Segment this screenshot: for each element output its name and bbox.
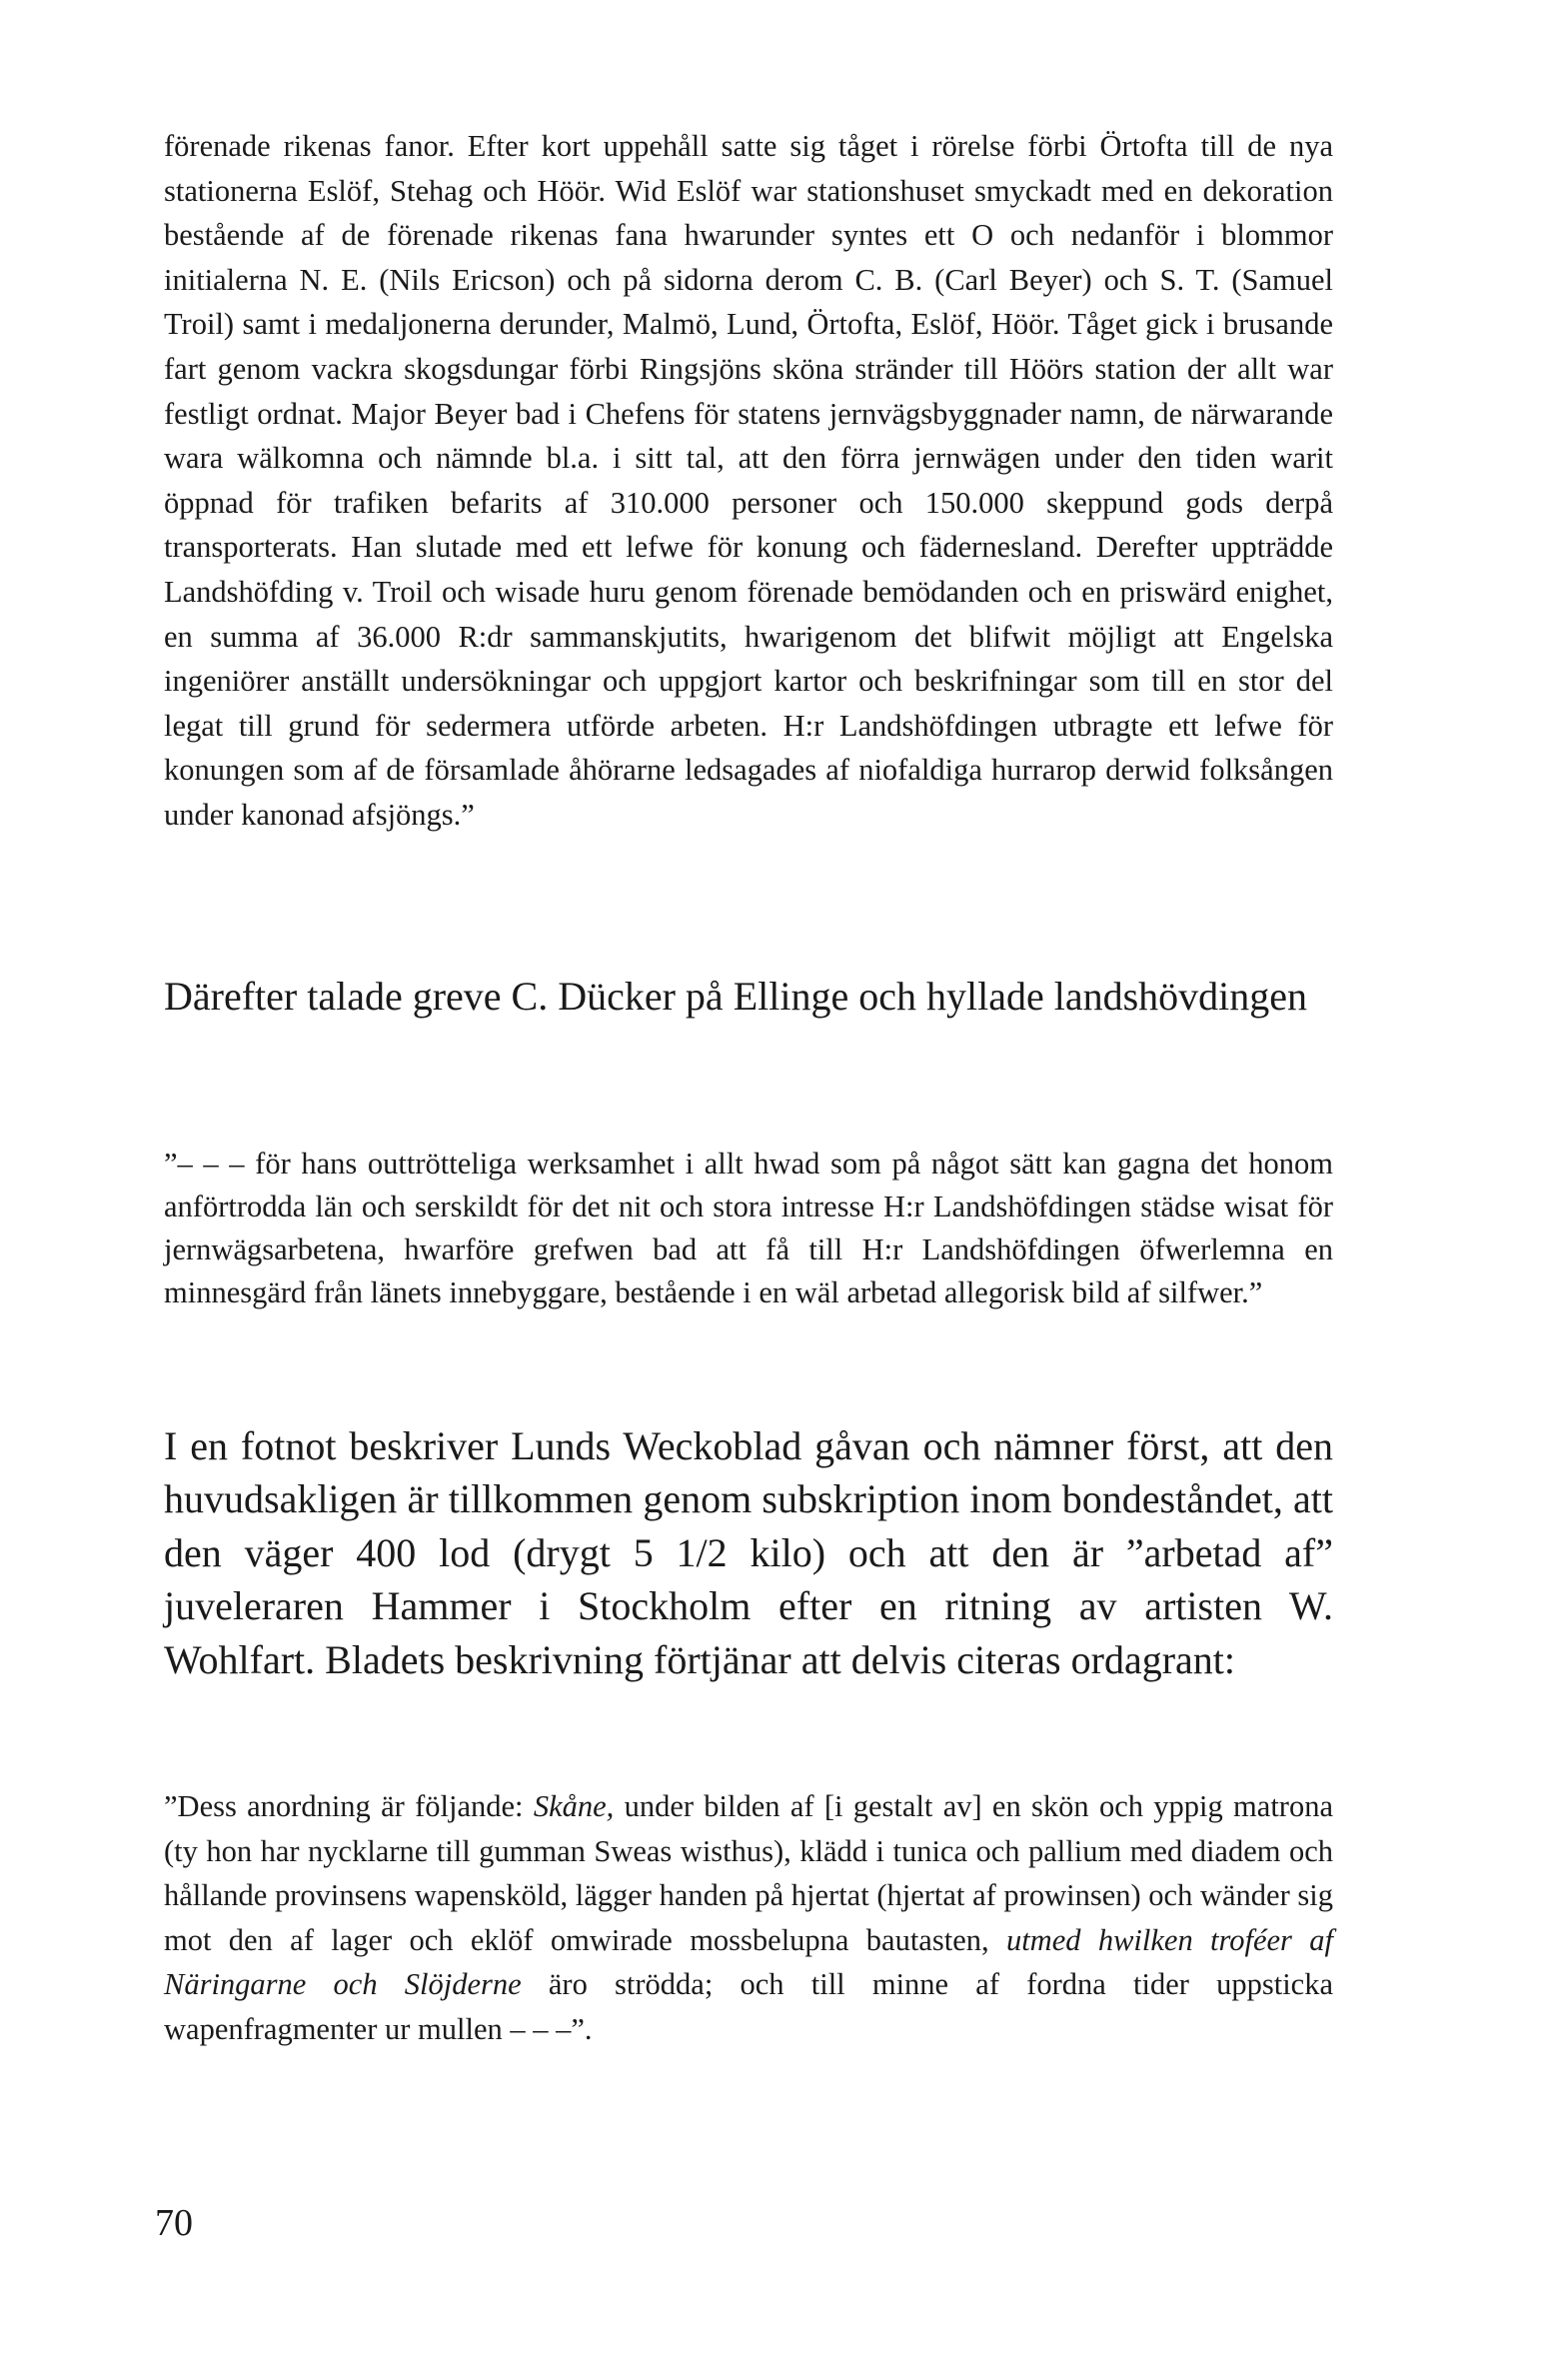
quote-text-segment: ”Dess anordning är följande: — [164, 1789, 534, 1823]
quote-text-segment: under bilden af [i gestalt av] en skön och yppig matrona (ty hon har nycklarne till gumman Sweas wisthus), klädd i tunica och pallium med diadem och hållande provinsens wapensköld, lägger handen på hjertat (hjertat af prowinsen) och wänder sig mot den af lager och eklöf omwirade mossbelupna bautasten, — [164, 1789, 1333, 1957]
quote-italic-segment: Skåne, — [533, 1789, 615, 1823]
quote-text-segment: äro strödda; och till minne af fordna tider uppsticka wapenfragmenter ur mullen – – –”. — [164, 1967, 1333, 2046]
narrative-paragraph-duecker: Därefter talade greve C. Dücker på Ellinge och hyllade landshövdingen — [164, 974, 1308, 1019]
page-number: 70 — [155, 2202, 193, 2244]
narrative-paragraph-footnote: I en fotnot beskriver Lunds Weckoblad gåvan och nämner först, att den huvudsakligen är tillkommen genom subskription inom bondeståndet, att den väger 400 lod (drygt 5 1/2 kilo) och att den är ”arbetad af” juveleraren Hammer i Stockholm efter en ritning av artisten W. Wohlfart. Bladets beskrivning förtjänar att delvis citeras ordagrant: — [164, 1423, 1333, 1682]
quoted-newspaper-report: förenade rikenas fanor. Efter kort uppehåll satte sig tåget i rörelse förbi Örtofta till de nya stationerna Eslöf, Stehag och Höör. Wid Eslöf war stationshuset smyckadt med en dekoration bestående af de förenade rikenas fana hwarunder syntes ett O och nedanför i blommor initialerna N. E. (Nils Ericson) och på sidorna derom C. B. (Carl Beyer) och S. T. (Samuel Troil) samt i medaljonerna derunder, Malmö, Lund, Örtofta, Eslöf, Höör. Tåget gick i brusande fart genom vackra skogsdungar förbi Ringsjöns sköna stränder till Höörs station der allt war festligt ordnat. Major Beyer bad i Chefens för statens jernvägsbyggnader namn, de närwarande wara wälkomna och nämnde bl.a. i sitt tal, att den förra jernwägen under den tiden warit öppnad för trafiken befarits af 310.000 personer och 150.000 skeppund gods derpå transporterats. Han slutade med ett lefwe för konung och fäderneslаnd. Derefter uppträdde Landshöfding v. Troil och wisade huru genom förenade bemödanden och en priswärd enighet, en summa af 36.000 R:dr sammanskjutits, hwarigenom det blifwit möjligt att Engelska ingeniörer anställt undersökningar och uppgjort kartor och beskrifningar som till en stor del legat till grund för sedermera utförde arbeten. H:r Landshöfdingen utbragte ett lefwe för konungen som af de församlade åhörarne ledsagades af niofaldiga hurrarop derwid folksången under kanonad afsjöngs.” — [164, 129, 1333, 832]
quote-italic-segment: utmed hwilken troféer af Näringarne och Slöjderne — [164, 1922, 1333, 2002]
quoted-gift-description — [164, 1784, 1333, 2052]
quoted-speech-duecker: ”– – – för hans outtrötteliga werksamhet i allt hwad som på något sätt kan gagna det honom anförtrodda län och serskildt för det nit och stora intresse H:r Landshöfdingen städse wisat för jernwägsarbetena, hwarföre grefwen bad att få till H:r Landshöfdingen öfwerlemna en minnesgärd från länets innebyggare, bestående i en wäl arbetad allegorisk bild af silfwer.” — [164, 1147, 1333, 1309]
